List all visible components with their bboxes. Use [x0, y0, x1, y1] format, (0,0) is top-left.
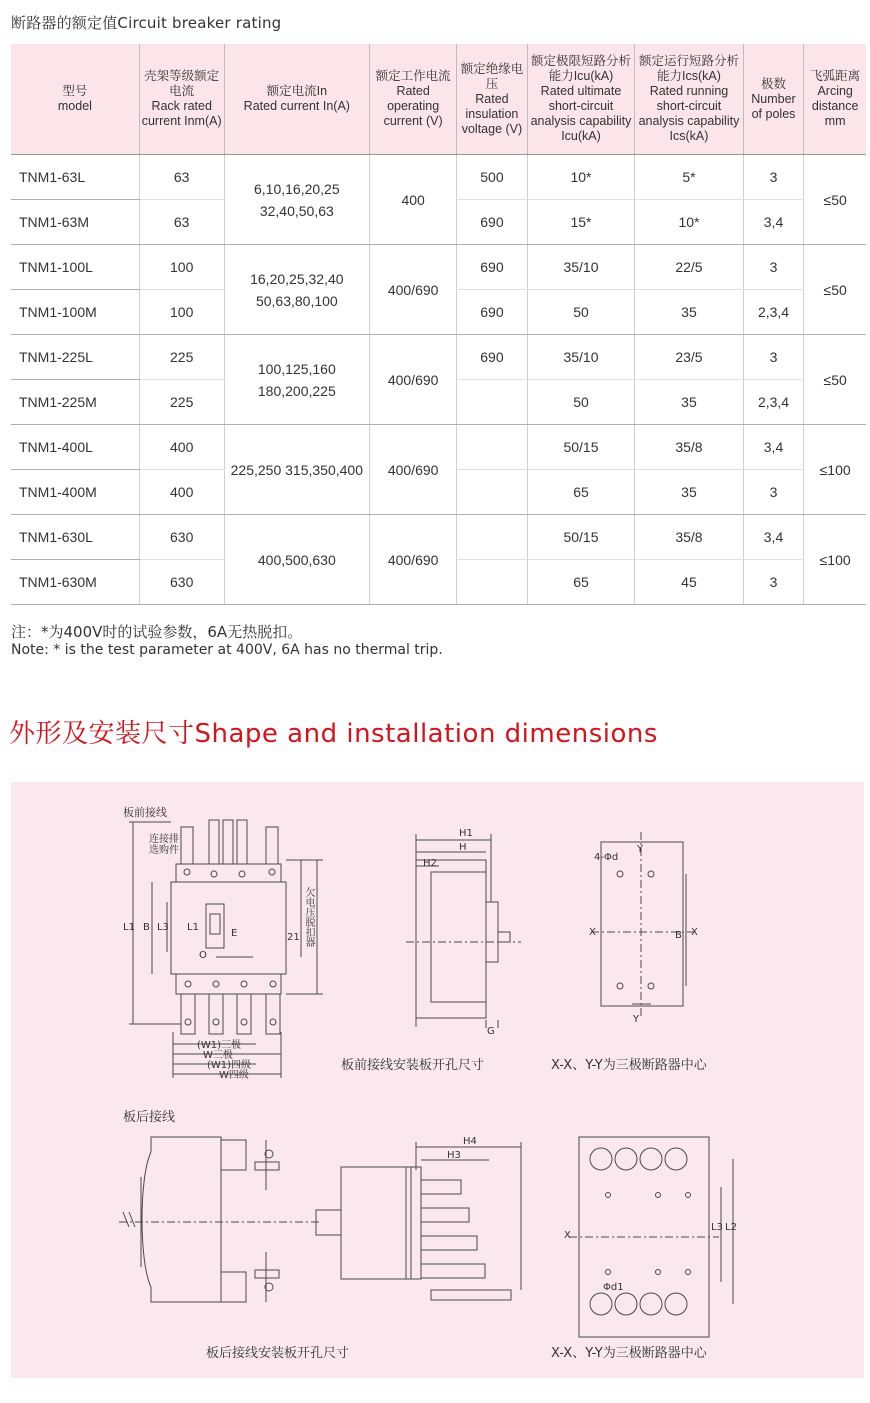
- cell-poles: 3: [743, 335, 804, 380]
- cell-poles: 2,3,4: [743, 380, 804, 425]
- dim-h1: H1: [459, 828, 473, 839]
- cell-ics: 23/5: [635, 335, 743, 380]
- note-english: Note: * is the test parameter at 400V, 6A has no thermal trip.: [11, 642, 443, 658]
- cell-rated-current: 225,250 315,350,400: [224, 425, 370, 515]
- rating-title: 断路器的额定值Circuit breaker rating: [11, 14, 282, 32]
- cell-insulation: 690: [457, 290, 528, 335]
- cell-poles: 3: [743, 155, 804, 200]
- cell-model: TNM1-100L: [11, 245, 139, 290]
- dim-l1-inner: L1: [187, 922, 199, 933]
- cell-arcing: ≤50: [804, 245, 866, 335]
- header-poles: 极数 Number of poles: [743, 44, 804, 155]
- cell-model: TNM1-225M: [11, 380, 139, 425]
- cell-insulation: 690: [457, 200, 528, 245]
- cell-rated-current: 6,10,16,20,25 32,40,50,63: [224, 155, 370, 245]
- cell-insulation: [457, 425, 528, 470]
- rear-wiring-label: 板后接线: [123, 1110, 176, 1125]
- cell-insulation: [457, 380, 528, 425]
- table-row: [11, 425, 866, 470]
- cell-arcing: ≤50: [804, 155, 866, 245]
- cell-poles: 2,3,4: [743, 290, 804, 335]
- table-row: [11, 155, 866, 200]
- dim-l3: L3: [157, 922, 169, 933]
- cell-rack: 225: [139, 380, 224, 425]
- cell-icu: 50/15: [527, 515, 635, 560]
- cell-rated-current: 400,500,630: [224, 515, 370, 605]
- cell-model: TNM1-630M: [11, 560, 139, 605]
- rear-caption: 板后接线安装板开孔尺寸: [206, 1346, 350, 1361]
- dimension-drawings-panel: [11, 782, 864, 1378]
- cell-icu: 35/10: [527, 245, 635, 290]
- dim-w1-4: (W1)四级: [207, 1060, 252, 1071]
- cell-model: TNM1-225L: [11, 335, 139, 380]
- header-icu: 额定极限短路分析能力Icu(kA) Rated ultimate short-circuit analysis capability Icu(kA): [527, 44, 635, 155]
- dim-l2-rear: L2: [725, 1222, 737, 1233]
- cell-model: TNM1-400L: [11, 425, 139, 470]
- cell-rack: 630: [139, 560, 224, 605]
- cell-rack: 630: [139, 515, 224, 560]
- cell-operating: 400/690: [370, 425, 457, 515]
- cell-icu: 65: [527, 560, 635, 605]
- dim-l1: L1: [123, 922, 135, 933]
- cell-model: TNM1-63M: [11, 200, 139, 245]
- rating-table: [11, 44, 866, 605]
- cell-poles: 3: [743, 245, 804, 290]
- dim-w-4: W四级: [219, 1070, 249, 1081]
- section-heading: 外形及安装尺寸Shape and installation dimensions: [9, 719, 658, 749]
- cell-operating: 400: [370, 155, 457, 245]
- header-rack-current: 壳架等级额定电流 Rack rated current Inm(A): [139, 44, 224, 155]
- cell-arcing: ≤100: [804, 515, 866, 605]
- dim-h4: H4: [463, 1136, 477, 1147]
- cell-insulation: [457, 560, 528, 605]
- rear-hole-pattern-drawing: [569, 1137, 733, 1337]
- cell-poles: 3,4: [743, 200, 804, 245]
- cell-model: TNM1-400M: [11, 470, 139, 515]
- header-arcing: 飞弧距离 Arcing distance mm: [804, 44, 866, 155]
- front-caption: 板前接线安装板开孔尺寸: [341, 1058, 485, 1073]
- header-model: 型号 model: [11, 44, 139, 155]
- axis-y-bottom: Y: [633, 1014, 640, 1025]
- dim-21: 21: [287, 932, 300, 943]
- cell-arcing: ≤50: [804, 335, 866, 425]
- note-chinese: 注：*为400V时的试验参数，6A无热脱扣。: [11, 623, 303, 641]
- header-ics: 额定运行短路分析能力Ics(kA) Rated running short-circuit analysis capability Ics(kA): [635, 44, 743, 155]
- cell-ics: 10*: [635, 200, 743, 245]
- header-rated-current: 额定电流In Rated current In(A): [224, 44, 370, 155]
- front-wiring-label: 板前接线: [123, 806, 167, 819]
- table-row: [11, 335, 866, 380]
- cell-rated-current: 16,20,25,32,40 50,63,80,100: [224, 245, 370, 335]
- cell-arcing: ≤100: [804, 425, 866, 515]
- cell-poles: 3,4: [743, 425, 804, 470]
- cell-ics: 35: [635, 380, 743, 425]
- cell-icu: 50: [527, 380, 635, 425]
- cell-icu: 35/10: [527, 335, 635, 380]
- cell-model: TNM1-630L: [11, 515, 139, 560]
- cell-rack: 100: [139, 245, 224, 290]
- dim-w-3: W三极: [203, 1050, 233, 1061]
- dim-h: H: [459, 842, 467, 853]
- aux-label: 欠电压脱扣器: [303, 887, 314, 947]
- cell-insulation: 690: [457, 335, 528, 380]
- dim-e: E: [231, 928, 238, 939]
- axis-x-left: X: [589, 927, 596, 938]
- cell-insulation: [457, 515, 528, 560]
- table-header-row: [11, 44, 866, 155]
- cell-poles: 3: [743, 560, 804, 605]
- cell-rated-current: 100,125,160 180,200,225: [224, 335, 370, 425]
- cell-rack: 400: [139, 425, 224, 470]
- cell-ics: 35: [635, 290, 743, 335]
- cell-poles: 3: [743, 470, 804, 515]
- table-row: [11, 245, 866, 290]
- dim-w1-3: (W1)三极: [197, 1040, 242, 1051]
- rear-side-view-drawing: [316, 1142, 521, 1300]
- cell-operating: 400/690: [370, 335, 457, 425]
- cell-model: TNM1-63L: [11, 155, 139, 200]
- center-caption-2: X-X、Y-Y为三极断路器中心: [551, 1346, 707, 1361]
- cell-icu: 10*: [527, 155, 635, 200]
- cell-icu: 50: [527, 290, 635, 335]
- dim-b-front: B: [143, 922, 150, 933]
- header-insulation-voltage: 额定绝缘电压 Rated insulation voltage (V): [457, 44, 528, 155]
- axis-x-right: X: [691, 927, 698, 938]
- cell-insulation: 500: [457, 155, 528, 200]
- rear-breaker-drawing: [119, 1137, 321, 1302]
- drawings-svg: [11, 782, 864, 1378]
- cell-icu: 50/15: [527, 425, 635, 470]
- dim-hole: 4-Φd: [594, 852, 619, 863]
- cell-rack: 400: [139, 470, 224, 515]
- dim-h3: H3: [447, 1150, 461, 1161]
- cell-icu: 15*: [527, 200, 635, 245]
- cell-model: TNM1-100M: [11, 290, 139, 335]
- cell-rack: 63: [139, 200, 224, 245]
- table-row: [11, 515, 866, 560]
- dim-phid1: Φd1: [603, 1282, 624, 1293]
- cell-poles: 3,4: [743, 515, 804, 560]
- dim-b-hole: B: [675, 930, 682, 941]
- header-operating-current: 额定工作电流 Rated operating current (V): [370, 44, 457, 155]
- cell-ics: 22/5: [635, 245, 743, 290]
- cell-insulation: [457, 470, 528, 515]
- cell-ics: 35/8: [635, 425, 743, 470]
- dim-o: O: [199, 950, 207, 961]
- connector-label: 连接排选购件: [149, 834, 179, 856]
- cell-ics: 45: [635, 560, 743, 605]
- cell-ics: 35: [635, 470, 743, 515]
- center-caption-1: X-X、Y-Y为三极断路器中心: [551, 1058, 707, 1073]
- cell-rack: 225: [139, 335, 224, 380]
- cell-rack: 63: [139, 155, 224, 200]
- cell-ics: 5*: [635, 155, 743, 200]
- cell-ics: 35/8: [635, 515, 743, 560]
- dim-h2: H2: [423, 858, 437, 869]
- cell-icu: 65: [527, 470, 635, 515]
- axis-y-top: Y: [637, 844, 644, 855]
- cell-insulation: 690: [457, 245, 528, 290]
- axis-x-rear: X: [564, 1230, 571, 1241]
- cell-operating: 400/690: [370, 245, 457, 335]
- cell-rack: 100: [139, 290, 224, 335]
- dim-l3-rear: L3: [711, 1222, 723, 1233]
- dim-g: G: [487, 1026, 495, 1037]
- cell-operating: 400/690: [370, 515, 457, 605]
